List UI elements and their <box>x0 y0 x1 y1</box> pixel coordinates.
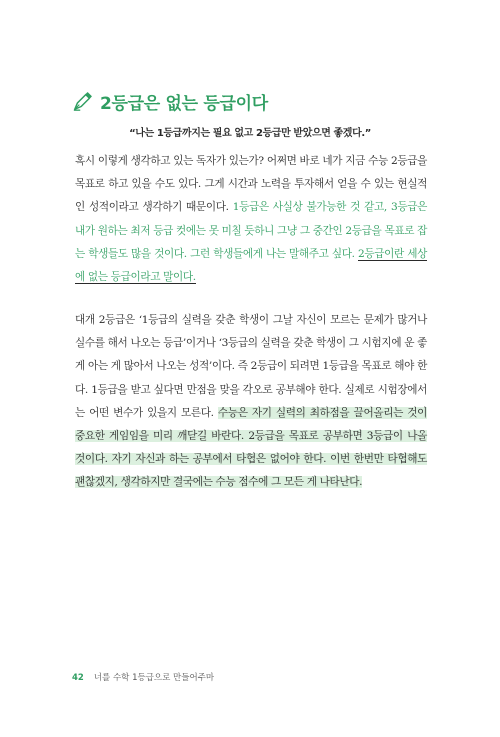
paragraph-1-text: 혹시 이렇게 생각하고 있는 독자가 있는가? 어쩌면 바로 네가 지금 수능 2등급을 목표로 하고 있을 수도 있다. 그게 시간과 노력을 투자해서 얻을 수 있는 현실적인 성적이라고 생각하기 때문이다. <box>75 155 427 214</box>
pull-quote: “나는 1등급까지는 필요 없고 2등급만 받았으면 좋겠다.” <box>129 128 371 139</box>
page-footer <box>72 671 214 683</box>
paragraph-2 <box>75 309 427 495</box>
paragraph-2-text: 대개 2등급은 ‘1등급의 실력을 갖춘 학생이 그날 자신이 모르는 문제가 많거나 실수를 해서 나오는 등급’이거나 ‘3등급의 실력을 갖춘 학생이 그 시험지에 운 좋게 아는 게 많아서 나오는 성적’이다. 즉 2등급이 되려면 1등급을 목표로 해야 한다. 1등급을 받고 싶다면 만점을 맞을 각오로 공부해야 한다. 실제로 시험장에서는 어떤 변수가 있을지 모른다. <box>75 314 428 419</box>
page-number: 42 <box>72 673 84 683</box>
pen-nib-icon <box>72 90 94 112</box>
paragraph-1 <box>75 150 427 289</box>
section-heading <box>72 88 268 114</box>
paragraph-1-underlined-emphasis: 2등급이란 세상에 없는 등급이라고 말이다. <box>75 247 427 284</box>
page-title: 2등급은 없는 등급이다 <box>100 93 268 114</box>
book-title: 너를 수학 1등급으로 만들어주마 <box>93 673 215 683</box>
paragraph-2-highlight: 수능은 자기 실력의 최하점을 끌어올리는 것이 중요한 게임임을 미리 깨닫길 바란다. 2등급을 목표로 공부하면 3등급이 나올 것이다. 자기 자신과 하는 공부에서 타협은 없어야 한다. 이번 한번만 타협해도 괜찮겠지, 생각하지만 결국에는 수능 점수에 그 모든 게 나타난다. <box>75 406 427 489</box>
paragraph-1-emphasis: 1등급은 사실상 불가능한 것 같고, 3등급은 내가 원하는 최저 등급 컷에는 못 미칠 듯하니 그냥 그 중간인 2등급을 목표로 잡는 학생들도 많을 것이다. 그런 학생들에게 나는 말해주고 싶다. <box>75 201 428 260</box>
